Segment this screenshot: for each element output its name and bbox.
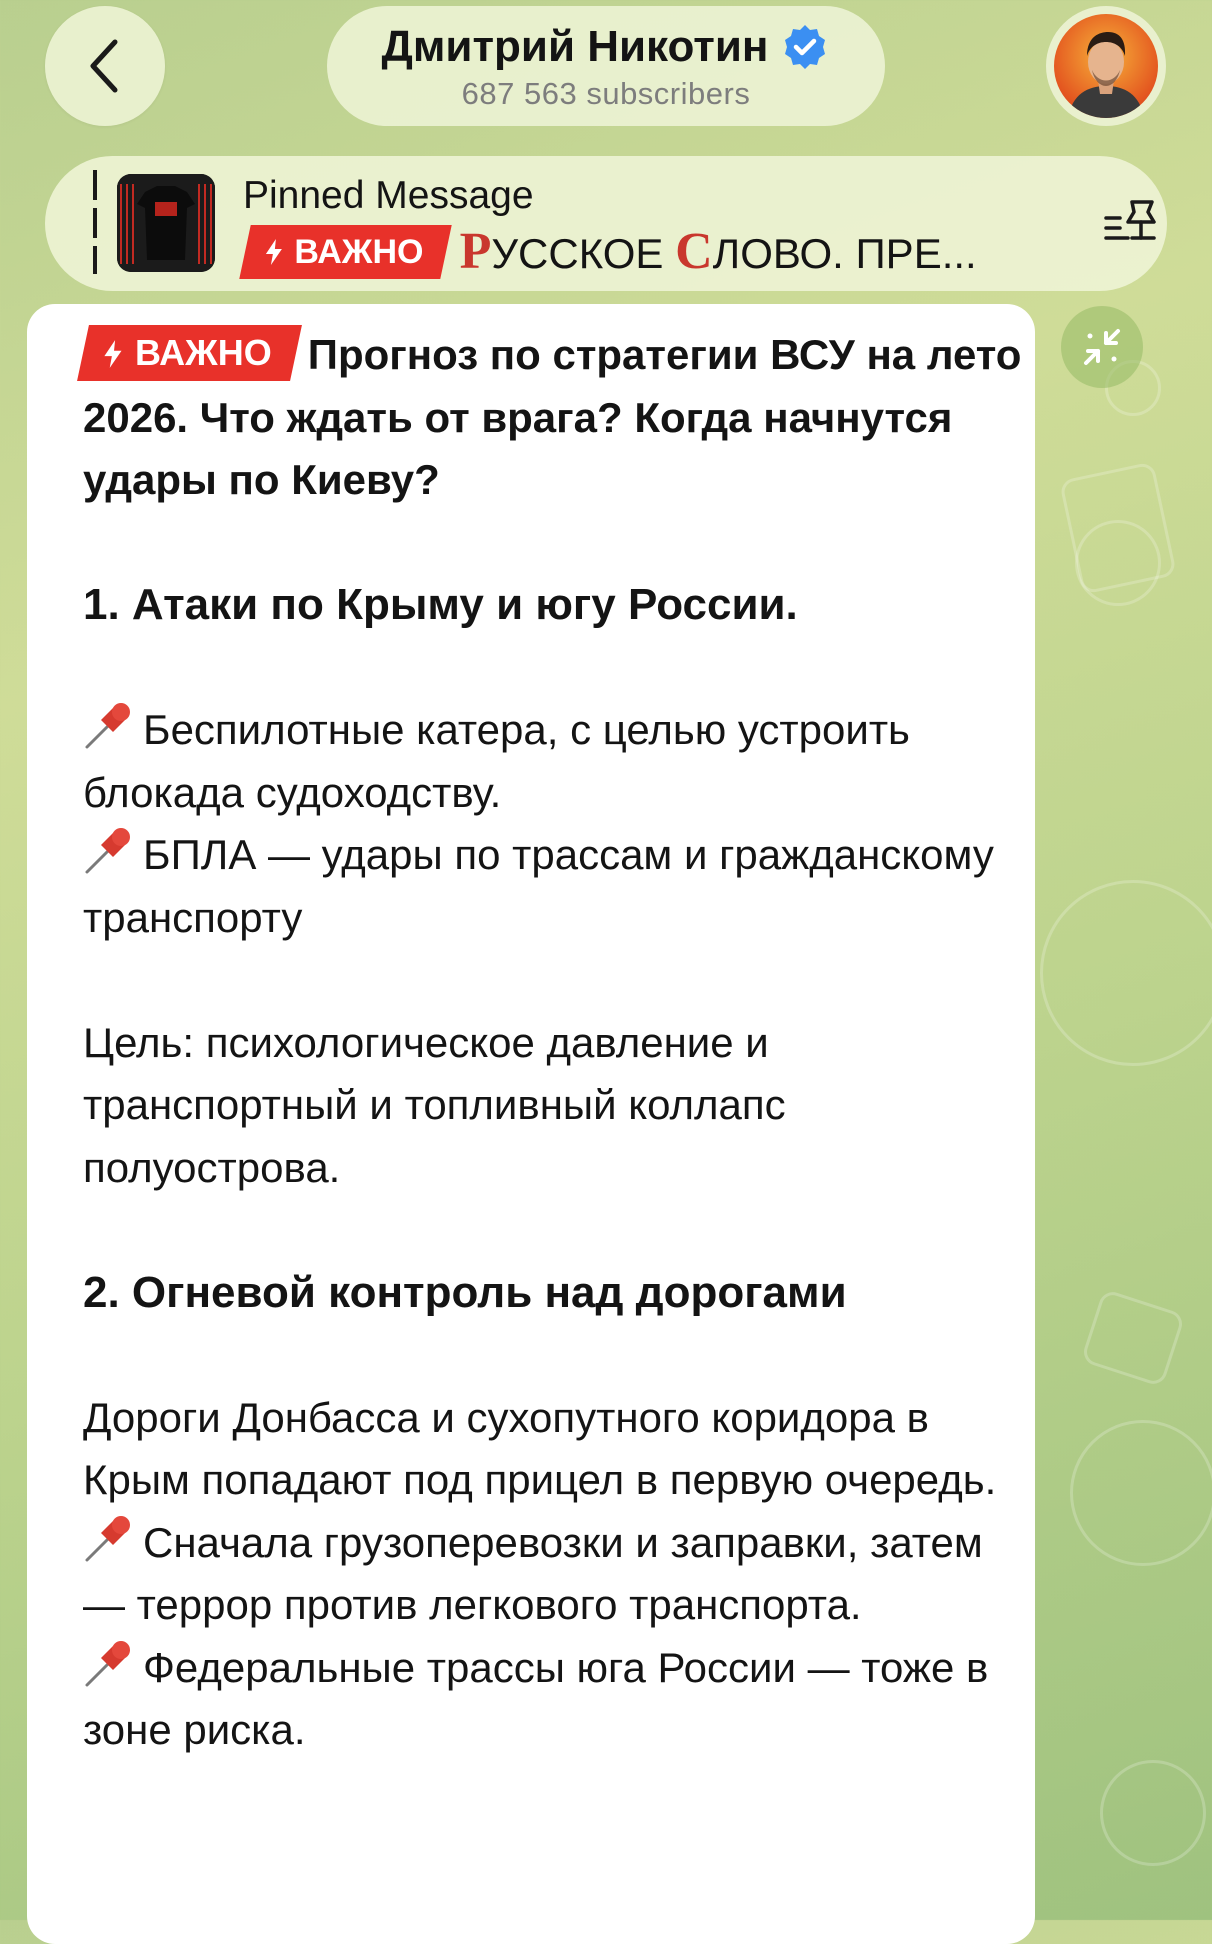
bullet-item: Беспилотные катера, с целью устроить блокада судоходству. — [83, 699, 1033, 824]
subscriber-count: 687 563 subscribers — [461, 76, 751, 111]
channel-name: Дмитрий Никотин — [381, 22, 769, 71]
verified-icon — [780, 22, 830, 72]
pinned-preview — [245, 222, 977, 281]
pushpin-icon — [83, 825, 139, 875]
bullet-item: Федеральные трассы юга России — тоже в зоне риска. — [83, 1637, 1033, 1762]
section-2-title: 2. Огневой контроль над дорогами — [83, 1267, 847, 1317]
bullet-item: Сначала грузоперевозки и заправки, затем — террор против легкового транспорта. — [83, 1512, 1033, 1637]
section-1-title: 1. Атаки по Крыму и югу России. — [83, 580, 798, 629]
important-badge — [239, 225, 451, 279]
message-headline: ВАЖНО Прогноз по стратегии ВСУ на лето 2026. Что ждать от врага? Когда начнутся удары по Киеву? — [83, 324, 1033, 512]
spacer — [83, 512, 1033, 575]
back-chevron-icon — [85, 36, 125, 96]
important-badge: ВАЖНО — [77, 325, 302, 381]
bg-doodle — [1100, 1760, 1206, 1866]
lightning-icon — [263, 237, 285, 265]
bg-doodle — [1040, 880, 1212, 1066]
message-bubble — [27, 304, 1035, 1944]
pin-list-icon[interactable] — [1102, 196, 1162, 252]
bullet-item: БПЛА — удары по трассам и гражданскому транспорту — [83, 824, 1033, 949]
spacer — [83, 637, 1033, 700]
pushpin-icon — [83, 700, 139, 750]
goal-paragraph: Цель: психологическое давление и транспортный и топливный коллапс полуострова. — [83, 1018, 786, 1191]
spacer — [83, 1199, 1033, 1262]
spacer — [83, 949, 1033, 1012]
channel-title-pill[interactable] — [327, 6, 885, 126]
spacer — [83, 1324, 1033, 1387]
message-content — [83, 324, 1033, 1762]
lightning-icon — [101, 339, 125, 369]
collapse-icon — [1078, 323, 1126, 371]
bg-doodle — [1070, 1420, 1212, 1566]
back-button[interactable] — [45, 6, 165, 126]
pinned-title: Pinned Message — [243, 174, 534, 217]
pinned-message-bar[interactable] — [45, 156, 1167, 291]
channel-avatar[interactable] — [1046, 6, 1166, 126]
pinned-thumbnail — [117, 174, 215, 272]
avatar-portrait — [1054, 14, 1158, 118]
badge-label: ВАЖНО — [294, 232, 424, 270]
pinned-preview-text: РУССКОЕ СЛОВО. ПРЕ... — [459, 223, 977, 280]
roads-paragraph: Дороги Донбасса и сухопутного коридора в Крым попадают под прицел в первую очередь. — [83, 1393, 997, 1503]
pushpin-icon — [83, 1638, 139, 1688]
bg-doodle — [1080, 1289, 1185, 1388]
pushpin-icon — [83, 1513, 139, 1563]
pinned-indicator — [93, 170, 97, 274]
collapse-button[interactable] — [1061, 306, 1143, 388]
